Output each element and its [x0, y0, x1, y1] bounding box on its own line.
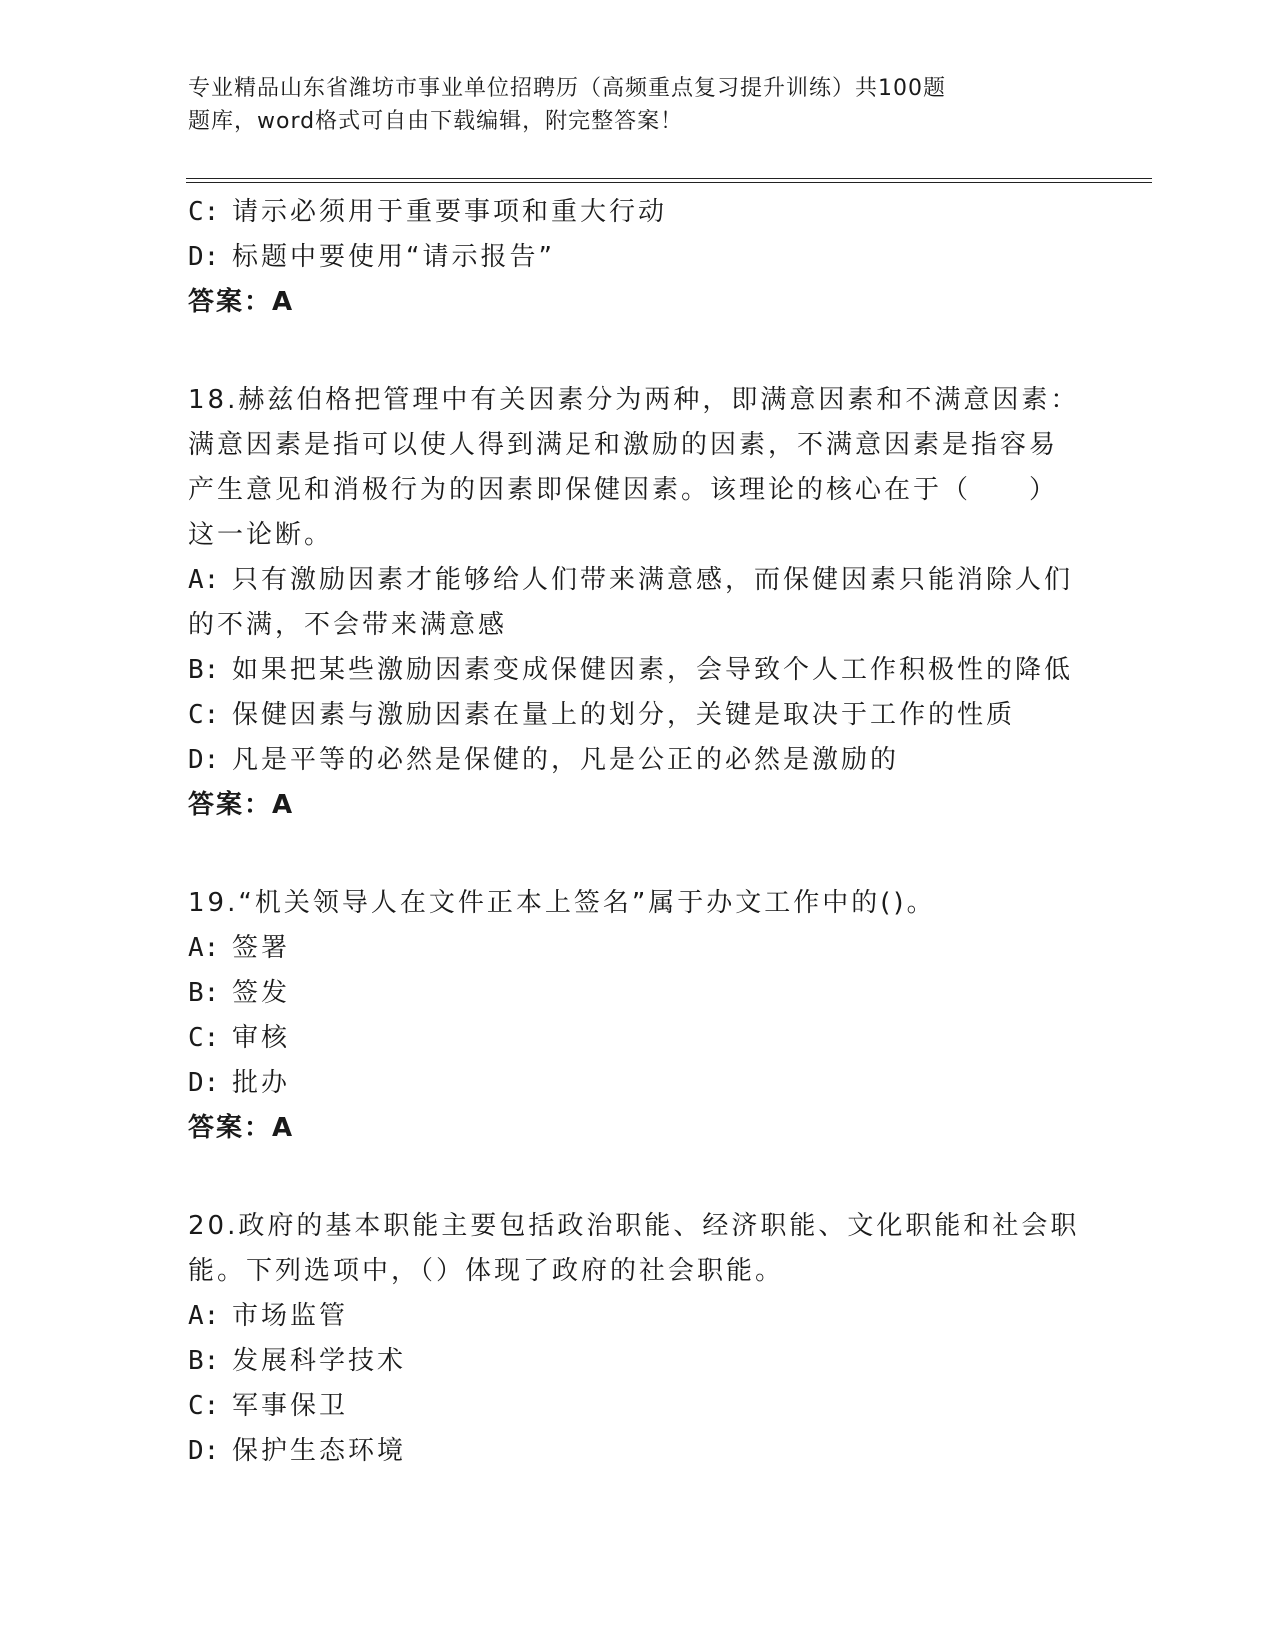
option-a-continued: 的不满，不会带来满意感	[188, 610, 508, 640]
option-a	[188, 926, 1088, 971]
option-letter: A:	[188, 1301, 220, 1331]
option-c	[188, 190, 1088, 235]
header-rule-bottom	[186, 182, 1152, 183]
answer-line: 答案：A	[188, 1113, 295, 1143]
answer-line: 答案：A	[188, 287, 295, 317]
question-stem-line: 满意因素是指可以使人得到满足和激励的因素，不满意因素是指容易	[188, 430, 1059, 460]
option-letter: B:	[188, 655, 220, 685]
question-stem-line: 产生意见和消极行为的因素即保健因素。该理论的核心在于（ ）	[188, 475, 1059, 505]
question-stem-line: 能。下列选项中，（）体现了政府的社会职能。	[188, 1256, 785, 1286]
option-c	[188, 693, 1088, 738]
question-18	[188, 378, 1088, 828]
option-a	[188, 558, 1088, 603]
option-text: 请示必须用于重要事项和重大行动	[232, 197, 668, 227]
option-d	[188, 235, 1088, 280]
option-b	[188, 648, 1088, 693]
option-letter: C:	[188, 700, 220, 730]
option-text: 凡是平等的必然是保健的，凡是公正的必然是激励的	[232, 745, 900, 775]
option-text: 保健因素与激励因素在量上的划分，关键是取决于工作的性质	[232, 700, 1016, 730]
option-text: 军事保卫	[232, 1391, 349, 1421]
option-letter: C:	[188, 197, 220, 227]
spacer	[188, 325, 1088, 378]
document-header	[188, 72, 1018, 138]
option-d	[188, 1429, 1088, 1474]
option-c	[188, 1384, 1088, 1429]
answer-line: 答案：A	[188, 790, 295, 820]
option-text: 市场监管	[232, 1301, 349, 1331]
question-stem-line: 18.赫兹伯格把管理中有关因素分为两种，即满意因素和不满意因素：	[188, 385, 1080, 415]
question-20	[188, 1204, 1088, 1474]
option-text: 如果把某些激励因素变成保健因素，会导致个人工作积极性的降低	[232, 655, 1074, 685]
continued-question	[188, 190, 1088, 325]
option-text: 批办	[232, 1068, 291, 1098]
option-letter: C:	[188, 1023, 220, 1053]
option-letter: A:	[188, 565, 220, 595]
option-letter: D:	[188, 745, 220, 775]
spacer	[188, 1151, 1088, 1204]
spacer	[188, 828, 1088, 881]
option-d	[188, 738, 1088, 783]
option-letter: D:	[188, 1436, 220, 1466]
option-b	[188, 1339, 1088, 1384]
option-letter: D:	[188, 1068, 220, 1098]
option-text: 发展科学技术	[232, 1346, 407, 1376]
option-letter: A:	[188, 933, 220, 963]
question-stem-line: 19.“机关领导人在文件正本上签名”属于办文工作中的()。	[188, 888, 936, 918]
option-text: 标题中要使用“请示报告”	[232, 242, 555, 272]
option-a	[188, 1294, 1088, 1339]
question-stem-line: 这一论断。	[188, 520, 334, 550]
option-text: 保护生态环境	[232, 1436, 407, 1466]
option-text: 签发	[232, 978, 291, 1008]
option-text: 只有激励因素才能够给人们带来满意感，而保健因素只能消除人们	[232, 565, 1074, 595]
option-letter: B:	[188, 1346, 220, 1376]
document-body	[188, 190, 1088, 1474]
option-d	[188, 1061, 1088, 1106]
header-line-1: 专业精品山东省潍坊市事业单位招聘历（高频重点复习提升训练）共100题	[188, 76, 946, 101]
option-b	[188, 971, 1088, 1016]
option-c	[188, 1016, 1088, 1061]
header-rule-top	[186, 178, 1152, 179]
option-letter: C:	[188, 1391, 220, 1421]
option-text: 审核	[232, 1023, 291, 1053]
question-19	[188, 881, 1088, 1151]
option-letter: B:	[188, 978, 220, 1008]
question-stem-line: 20.政府的基本职能主要包括政治职能、经济职能、文化职能和社会职	[188, 1211, 1080, 1241]
option-letter: D:	[188, 242, 220, 272]
option-text: 签署	[232, 933, 291, 963]
header-line-2: 题库，word格式可自由下载编辑，附完整答案！	[188, 109, 684, 134]
